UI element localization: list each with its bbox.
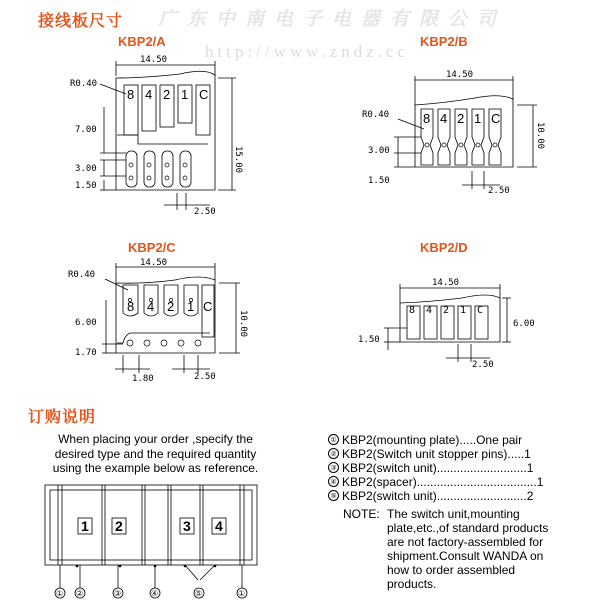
a-dim-2: 3.00 <box>75 164 97 174</box>
item-text: KBP2(Switch unit stopper pins).....1 <box>342 447 531 461</box>
c-dim-2: 1.70 <box>75 348 97 358</box>
d-pin-3: 1 <box>460 305 467 316</box>
assembly-label-4: 4 <box>215 518 223 534</box>
item-number: ① <box>328 434 339 445</box>
item-number: ② <box>328 448 339 459</box>
b-pitch-dim: 2.50 <box>488 186 510 196</box>
b-dim-1: 3.00 <box>368 146 390 156</box>
callout-1: ② <box>76 589 84 598</box>
item-text: KBP2(spacer)....................................1 <box>342 475 544 489</box>
note-line: shipment.Consult WANDA on <box>387 549 544 563</box>
instruction-line: When placing your order ,specify the <box>58 432 253 446</box>
note-body <box>387 507 548 591</box>
callout-2: ③ <box>114 589 122 598</box>
a-width-dim: 14.50 <box>140 55 168 65</box>
callout-0: ① <box>56 589 64 598</box>
a-pin-1: 4 <box>145 87 153 102</box>
c-dim-1: 6.00 <box>75 318 97 328</box>
list-item <box>328 447 543 461</box>
note-line: plate,etc.,of standard products <box>387 521 549 535</box>
a-height-dim: 15.00 <box>233 146 243 174</box>
variant-c-title: KBP2/C <box>128 240 176 255</box>
url-watermark: http://www.zndz.cc <box>205 42 410 61</box>
note-line: are not factory-assembled for <box>387 535 544 549</box>
a-pin-4: C <box>199 87 209 102</box>
b-pin-0: 8 <box>423 111 431 126</box>
c-pin-2: 2 <box>167 299 175 314</box>
item-text: KBP2(mounting plate).....One pair <box>342 433 523 447</box>
variant-a-drawing <box>60 48 260 218</box>
d-pitch-dim: 2.50 <box>472 360 494 370</box>
list-item <box>328 475 543 489</box>
variant-a-title: KBP2/A <box>118 34 166 49</box>
c-dim-3: 1.80 <box>132 374 154 384</box>
b-pin-2: 2 <box>457 111 465 126</box>
d-pin-2: 2 <box>443 305 450 316</box>
item-text: KBP2(switch unit)...........................1 <box>342 461 534 475</box>
assembly-label-2: 2 <box>115 518 123 534</box>
a-dim-3: 1.50 <box>75 181 97 191</box>
assembly-diagram <box>40 480 265 605</box>
c-height-dim: 10.00 <box>238 310 248 338</box>
c-width-dim: 14.50 <box>140 258 168 268</box>
c-pin-3: 1 <box>187 299 195 314</box>
list-item <box>328 461 543 475</box>
variant-c-drawing <box>60 255 260 390</box>
item-number: ④ <box>328 476 339 487</box>
a-dim-1: 7.00 <box>75 125 97 135</box>
a-pin-3: 1 <box>181 87 189 102</box>
b-dim-2: 1.50 <box>368 176 390 186</box>
b-pin-3: 1 <box>474 111 482 126</box>
variant-b-drawing <box>350 65 550 200</box>
list-item <box>328 433 543 447</box>
note-line: The switch unit,mounting <box>387 507 520 521</box>
d-pin-4: C <box>477 305 484 316</box>
page-title: 接线板尺寸 <box>38 13 124 30</box>
item-number: ⑤ <box>328 490 339 501</box>
callout-3: ④ <box>151 589 159 598</box>
item-number: ③ <box>328 462 339 473</box>
c-pin-1: 4 <box>147 299 155 314</box>
note-label: NOTE: <box>343 507 380 521</box>
d-pin-0: 8 <box>409 305 416 316</box>
c-radius-label: R0.40 <box>68 270 96 280</box>
variant-b-title: KBP2/B <box>420 34 468 49</box>
b-height-dim: 10.00 <box>535 122 545 150</box>
d-dim-1: 1.50 <box>358 335 380 345</box>
c-pin-4: C <box>203 299 213 314</box>
c-pin-0: 8 <box>127 299 135 314</box>
note-line: how to order assembled <box>387 563 516 577</box>
parts-list <box>328 433 543 503</box>
d-height-dim: 6.00 <box>513 319 535 329</box>
a-radius-label: R0.40 <box>70 79 98 89</box>
assembly-label-1: 1 <box>81 518 89 534</box>
a-pin-2: 2 <box>163 87 171 102</box>
variant-d-title: KBP2/D <box>420 240 468 255</box>
a-pin-0: 8 <box>127 87 135 102</box>
b-pin-1: 4 <box>440 111 448 126</box>
c-pitch-dim: 2.50 <box>194 372 216 382</box>
assembly-label-3: 3 <box>183 518 191 534</box>
company-watermark: 广东中南电子电器有限公司 <box>158 8 507 30</box>
instruction-line: desired type and the required quantity <box>54 446 257 461</box>
d-pin-1: 4 <box>426 305 433 316</box>
d-width-dim: 14.50 <box>432 278 460 288</box>
item-text: KBP2(switch unit)...........................2 <box>342 489 534 503</box>
b-radius-label: R0.40 <box>362 110 390 120</box>
callout-4: ⑤ <box>195 589 203 598</box>
callout-5: ① <box>238 589 246 598</box>
list-item <box>328 489 543 503</box>
note-line: products. <box>387 577 437 591</box>
variant-d-drawing <box>350 270 550 380</box>
b-width-dim: 14.50 <box>446 70 474 80</box>
a-pitch-dim: 2.50 <box>194 207 216 217</box>
order-instructions <box>28 432 283 476</box>
order-title: 订购说明 <box>28 409 97 426</box>
b-pin-4: C <box>491 111 501 126</box>
instruction-line: using the example below as reference. <box>52 461 259 475</box>
